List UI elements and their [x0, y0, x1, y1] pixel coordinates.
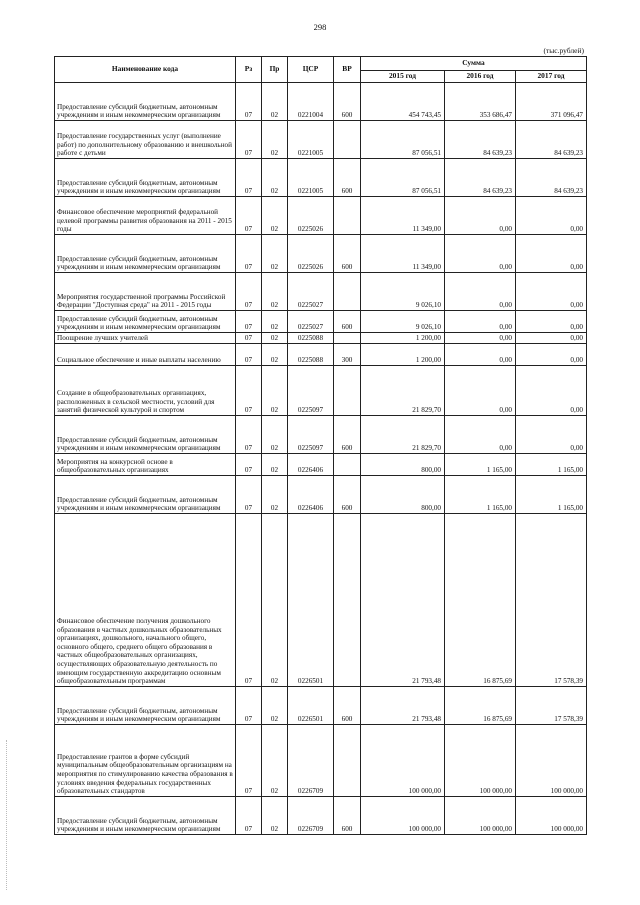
- row-value-2017: 84 639,23: [516, 159, 587, 197]
- table-row: [55, 725, 587, 797]
- row-csr: 0226406: [288, 454, 334, 476]
- row-csr: 0225027: [288, 273, 334, 311]
- row-name: Предоставление субсидий бюджетным, автономным учреждениям и иным некоммерческим организациям: [55, 687, 236, 725]
- row-csr: 0226501: [288, 687, 334, 725]
- row-pr: 02: [262, 344, 288, 366]
- row-name: Поощрение лучших учителей: [55, 333, 236, 344]
- header-rz: Рз: [236, 57, 262, 83]
- page-number: 298: [313, 22, 327, 32]
- row-value-2017: 0,00: [516, 344, 587, 366]
- row-value-2016: 100 000,00: [445, 797, 516, 835]
- scan-margin-mark: [6, 740, 8, 890]
- row-rz: 07: [236, 725, 262, 797]
- row-vr: [334, 514, 361, 687]
- row-name: Финансовое обеспечение мероприятий федеральной целевой программы развития образования на 2011 - 2015 годы: [55, 197, 236, 235]
- row-vr: 600: [334, 83, 361, 121]
- row-name: Создание в общеобразовательных организациях, расположенных в сельской местности, условий для занятий физической культурой и спортом: [55, 366, 236, 416]
- row-value-2016: 0,00: [445, 416, 516, 454]
- row-vr: [334, 121, 361, 159]
- table-row: [55, 197, 587, 235]
- row-value-2015: 21 793,48: [361, 687, 445, 725]
- row-csr: 0221005: [288, 159, 334, 197]
- row-pr: 02: [262, 687, 288, 725]
- row-value-2015: 1 200,00: [361, 344, 445, 366]
- table-row: [55, 121, 587, 159]
- row-rz: 07: [236, 687, 262, 725]
- row-name: Мероприятия на конкурсной основе в общеобразовательных организациях: [55, 454, 236, 476]
- row-vr: 300: [334, 344, 361, 366]
- header-sum: Сумма: [361, 57, 587, 71]
- row-csr: 0225027: [288, 311, 334, 333]
- row-csr: 0226406: [288, 476, 334, 514]
- row-value-2015: 11 349,00: [361, 235, 445, 273]
- row-rz: 07: [236, 797, 262, 835]
- row-value-2017: 0,00: [516, 235, 587, 273]
- table-row: [55, 476, 587, 514]
- table-body: [55, 83, 587, 835]
- table-row: [55, 235, 587, 273]
- header-2017: 2017 год: [516, 71, 587, 83]
- row-value-2016: 1 165,00: [445, 476, 516, 514]
- row-value-2017: 0,00: [516, 311, 587, 333]
- row-pr: 02: [262, 476, 288, 514]
- row-vr: [334, 273, 361, 311]
- row-vr: 600: [334, 797, 361, 835]
- row-value-2016: 0,00: [445, 273, 516, 311]
- row-value-2015: 9 026,10: [361, 273, 445, 311]
- row-pr: 02: [262, 121, 288, 159]
- row-name: Предоставление субсидий бюджетным, автономным учреждениям и иным некоммерческим организациям: [55, 476, 236, 514]
- row-name: Предоставление субсидий бюджетным, автономным учреждениям и иным некоммерческим организациям: [55, 311, 236, 333]
- row-csr: 0225088: [288, 344, 334, 366]
- row-csr: 0225088: [288, 333, 334, 344]
- row-rz: 07: [236, 273, 262, 311]
- row-csr: 0225097: [288, 416, 334, 454]
- row-value-2015: 87 056,51: [361, 121, 445, 159]
- row-value-2016: 0,00: [445, 197, 516, 235]
- row-csr: 0225097: [288, 366, 334, 416]
- row-csr: 0225026: [288, 235, 334, 273]
- row-rz: 07: [236, 416, 262, 454]
- row-value-2015: 454 743,45: [361, 83, 445, 121]
- row-rz: 07: [236, 514, 262, 687]
- row-csr: 0225026: [288, 197, 334, 235]
- budget-table: [54, 56, 587, 835]
- row-rz: 07: [236, 476, 262, 514]
- row-rz: 07: [236, 121, 262, 159]
- row-value-2016: 0,00: [445, 235, 516, 273]
- header-pr: Пр: [262, 57, 288, 83]
- row-pr: 02: [262, 514, 288, 687]
- row-name: Предоставление грантов в форме субсидий муниципальным общеобразовательным организациям на мероприятия по стимулированию качества образования в условиях введения федеральных государственных образовательных стандартов: [55, 725, 236, 797]
- header-name: Наименование кода: [55, 57, 236, 83]
- row-csr: 0221004: [288, 83, 334, 121]
- row-pr: 02: [262, 797, 288, 835]
- row-vr: 600: [334, 235, 361, 273]
- row-pr: 02: [262, 416, 288, 454]
- row-value-2017: 17 578,39: [516, 514, 587, 687]
- table-row: [55, 83, 587, 121]
- row-pr: 02: [262, 273, 288, 311]
- row-value-2017: 1 165,00: [516, 454, 587, 476]
- row-vr: [334, 197, 361, 235]
- row-value-2015: 21 829,70: [361, 416, 445, 454]
- row-pr: 02: [262, 197, 288, 235]
- row-value-2015: 100 000,00: [361, 725, 445, 797]
- table-row: [55, 311, 587, 333]
- row-value-2016: 0,00: [445, 344, 516, 366]
- row-pr: 02: [262, 366, 288, 416]
- row-value-2017: 0,00: [516, 333, 587, 344]
- row-value-2017: 0,00: [516, 197, 587, 235]
- row-vr: 600: [334, 159, 361, 197]
- row-rz: 07: [236, 366, 262, 416]
- row-rz: 07: [236, 454, 262, 476]
- row-vr: 600: [334, 311, 361, 333]
- table-row: [55, 366, 587, 416]
- row-value-2017: 100 000,00: [516, 797, 587, 835]
- row-vr: [334, 333, 361, 344]
- row-csr: 0226709: [288, 725, 334, 797]
- row-rz: 07: [236, 344, 262, 366]
- row-vr: [334, 725, 361, 797]
- row-name: Предоставление субсидий бюджетным, автономным учреждениям и иным некоммерческим организациям: [55, 159, 236, 197]
- row-rz: 07: [236, 197, 262, 235]
- row-pr: 02: [262, 725, 288, 797]
- row-value-2016: 0,00: [445, 311, 516, 333]
- budget-table-container: [54, 56, 586, 835]
- table-row: [55, 416, 587, 454]
- row-name: Предоставление субсидий бюджетным, автономным учреждениям и иным некоммерческим организациям: [55, 416, 236, 454]
- row-value-2017: 1 165,00: [516, 476, 587, 514]
- row-value-2015: 11 349,00: [361, 197, 445, 235]
- row-value-2016: 100 000,00: [445, 725, 516, 797]
- row-vr: 600: [334, 416, 361, 454]
- table-row: [55, 273, 587, 311]
- row-value-2016: 84 639,23: [445, 121, 516, 159]
- row-rz: 07: [236, 83, 262, 121]
- row-value-2015: 21 829,70: [361, 366, 445, 416]
- row-pr: 02: [262, 454, 288, 476]
- row-name: Мероприятия государственной программы Российской Федерации "Доступная среда" на 2011 - 2015 годы: [55, 273, 236, 311]
- row-pr: 02: [262, 83, 288, 121]
- row-pr: 02: [262, 235, 288, 273]
- header-vr: ВР: [334, 57, 361, 83]
- table-row: [55, 159, 587, 197]
- row-value-2016: 84 639,23: [445, 159, 516, 197]
- row-value-2017: 17 578,39: [516, 687, 587, 725]
- row-rz: 07: [236, 311, 262, 333]
- row-vr: [334, 454, 361, 476]
- row-value-2016: 16 875,69: [445, 514, 516, 687]
- row-rz: 07: [236, 235, 262, 273]
- row-csr: 0226501: [288, 514, 334, 687]
- row-name: Предоставление субсидий бюджетным, автономным учреждениям и иным некоммерческим организациям: [55, 235, 236, 273]
- row-value-2016: 1 165,00: [445, 454, 516, 476]
- row-value-2016: 0,00: [445, 333, 516, 344]
- header-2015: 2015 год: [361, 71, 445, 83]
- table-row: [55, 333, 587, 344]
- table-row: [55, 797, 587, 835]
- row-value-2015: 9 026,10: [361, 311, 445, 333]
- table-row: [55, 454, 587, 476]
- row-value-2015: 1 200,00: [361, 333, 445, 344]
- row-vr: [334, 366, 361, 416]
- table-row: [55, 514, 587, 687]
- row-pr: 02: [262, 159, 288, 197]
- row-value-2017: 371 096,47: [516, 83, 587, 121]
- table-row: [55, 344, 587, 366]
- header-csr: ЦСР: [288, 57, 334, 83]
- row-name: Финансовое обеспечение получения дошкольного образования в частных дошкольных образовательных организациях, дошкольного, начального общего, основного общего, среднего общего образования в частных общеобразовательных организациях, осуществляющих образовательную деятельность по имеющим государственную аккредитацию основным общеобразовательным программам: [55, 514, 236, 687]
- row-name: Социальное обеспечение и иные выплаты населению: [55, 344, 236, 366]
- row-vr: 600: [334, 687, 361, 725]
- row-value-2015: 800,00: [361, 476, 445, 514]
- row-value-2016: 0,00: [445, 366, 516, 416]
- row-name: Предоставление государственных услуг (выполнение работ) по дополнительному образованию и внешкольной работе с детьми: [55, 121, 236, 159]
- row-pr: 02: [262, 311, 288, 333]
- row-value-2017: 0,00: [516, 366, 587, 416]
- row-value-2016: 353 686,47: [445, 83, 516, 121]
- row-pr: 02: [262, 333, 288, 344]
- units-note: (тыс.рублей): [543, 46, 584, 55]
- row-name: Предоставление субсидий бюджетным, автономным учреждениям и иным некоммерческим организациям: [55, 797, 236, 835]
- row-csr: 0226709: [288, 797, 334, 835]
- row-value-2015: 100 000,00: [361, 797, 445, 835]
- row-rz: 07: [236, 333, 262, 344]
- row-name: Предоставление субсидий бюджетным, автономным учреждениям и иным некоммерческим организациям: [55, 83, 236, 121]
- row-value-2017: 0,00: [516, 416, 587, 454]
- row-vr: 600: [334, 476, 361, 514]
- row-value-2017: 0,00: [516, 273, 587, 311]
- row-value-2015: 87 056,51: [361, 159, 445, 197]
- row-value-2015: 800,00: [361, 454, 445, 476]
- row-value-2015: 21 793,48: [361, 514, 445, 687]
- row-rz: 07: [236, 159, 262, 197]
- row-csr: 0221005: [288, 121, 334, 159]
- row-value-2016: 16 875,69: [445, 687, 516, 725]
- header-2016: 2016 год: [445, 71, 516, 83]
- row-value-2017: 84 639,23: [516, 121, 587, 159]
- table-row: [55, 687, 587, 725]
- row-value-2017: 100 000,00: [516, 725, 587, 797]
